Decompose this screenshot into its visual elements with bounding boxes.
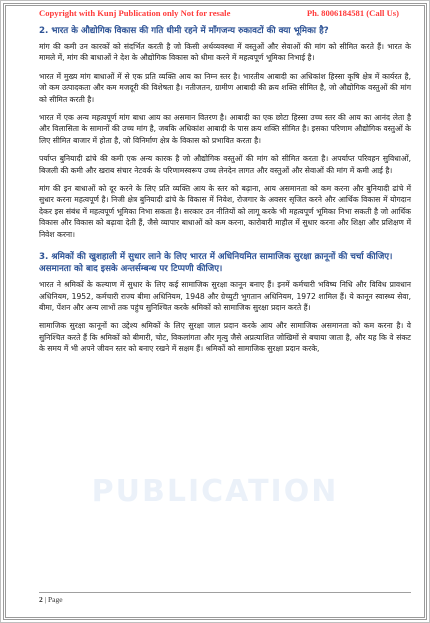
page-label: | Page (44, 595, 63, 604)
question-3-heading: 3. श्रमिकों की खुशहाली में सुधार लाने के लिए भारत में अधिनियमित सामाजिक सुरक्षा क़ानूनों की चर्चा कीजिए। असमानता को बाद इसके अन्तर्सम्बन्ध पर टिप्पणी कीजिए। (39, 252, 393, 275)
q2-paragraph-1: मांग की कमी उन कारकों को संदर्भित करती है जो किसी अर्थव्यवस्था में वस्तुओं और सेवाओं की मांग को सीमित करते हैं। भारत के मामले में, मांग की बाधाओं ने देश के औद्योगिक विकास को धीमा करने में महत्वपूर्ण भूमिका निभाई है। (39, 42, 411, 63)
page-number: 2 (39, 595, 43, 604)
question-2-heading: 2. भारत के औद्योगिक विकास की गति धीमी रहने में माँगजन्य रुकावटों की क्या भूमिका है? (39, 26, 329, 36)
q3-paragraph-2: सामाजिक सुरक्षा कानूनों का उद्देश्य श्रमिकों के लिए सुरक्षा जाल प्रदान करके आय और सामाजिक असमानता को कम करना है। वे सुनिश्चित करते हैं कि श्रमिकों को बीमारी, चोट, विकलांगता और मृत्यु जैसे अप्रत्याशित जोखिमों से बचाया जाता है, और यह कि वे संकट के समय में भी अपने जीवन स्तर को बनाए रखने में सक्षम हैं। श्रमिकों को सामाजिक सुरक्षा प्रदान करके, (39, 321, 411, 354)
q3-paragraph-1: भारत ने श्रमिकों के कल्याण में सुधार के लिए कई सामाजिक सुरक्षा कानून बनाए हैं। इनमें कर्मचारी भविष्य निधि और विविध प्रावधान अधिनियम, 1952, कर्मचारी राज्य बीमा अधिनियम, 1948 और ग्रेच्युटी भुगतान अधिनियम, 1972 शामिल हैं। ये कानून स्वास्थ्य सेवा, बीमा, पेंशन और अन्य लाभों तक पहुंच सुनिश्चित करके श्रमिकों को सामाजिक सुरक्षा प्रदान करते हैं। (39, 280, 411, 312)
q2-paragraph-4: पर्याप्त बुनियादी ढांचे की कमी एक अन्य कारक है जो औद्योगिक वस्तुओं की मांग को सीमित करता है। अपर्याप्त परिवहन सुविधाओं, बिजली की कमी और खराब संचार नेटवर्क के परिणामस्वरूप उच्च लेनदेन लागत और वस्तुओं और सेवाओं की मांग में कमी आई है। (39, 154, 411, 175)
q2-paragraph-5: मांग की इन बाधाओं को दूर करने के लिए प्रति व्यक्ति आय के स्तर को बढ़ाना, आय असमानता को कम करना और बुनियादी ढांचे में सुधार करना महत्वपूर्ण है। निजी क्षेत्र बुनियादी ढांचे के विकास में निवेश, रोजगार के अवसर सृजित करने और आर्थिक विकास में योगदान देकर इस संबंध में महत्वपूर्ण भूमिका निभा सकता है। सरकार उन नीतियों को लागू करके भी महत्वपूर्ण भूमिका निभा सकती है जो आर्थिक विकास और विकास को बढ़ावा देती हैं, जैसे व्यापार बाधाओं को कम करना, कारोबारी माहौल में सुधार करना और शिक्षा और प्रशिक्षण में निवेश करना। (39, 184, 411, 239)
page-content (39, 25, 411, 362)
q2-paragraph-3: भारत में एक अन्य महत्वपूर्ण मांग बाधा आय का असमान वितरण है। आबादी का एक छोटा हिस्सा उच्च स्तर की आय का आनंद लेता है और विलासिता के सामानों की उच्च मांग है, जबकि अधिकांश आबादी के पास क्रय शक्ति सीमित है। इसका परिणाम औद्योगिक वस्तुओं के लिए सीमित बाजार में होता है, जो विनिर्माण क्षेत्र के विकास को प्रभावित करता है। (39, 113, 411, 145)
page-footer (39, 595, 63, 604)
footer-divider (39, 592, 411, 593)
copyright-notice: Copyright with Kunj Publication only Not for resale (39, 8, 231, 18)
copyright-header (39, 8, 399, 18)
contact-phone: Ph. 8006184581 (Call Us) (306, 8, 399, 18)
watermark-text: PUBLICATION (91, 473, 339, 509)
q2-paragraph-2: भारत में मुख्य मांग बाधाओं में से एक प्रति व्यक्ति आय का निम्न स्तर है। भारतीय आबादी का अधिकांश हिस्सा कृषि क्षेत्र में कार्यरत है, जो कम उत्पादकता और कम मजदूरी की विशेषता है। नतीजतन, ग्रामीण आबादी की क्रय शक्ति सीमित है, जो औद्योगिक वस्तुओं की मांग को सीमित करती है। (39, 71, 411, 104)
